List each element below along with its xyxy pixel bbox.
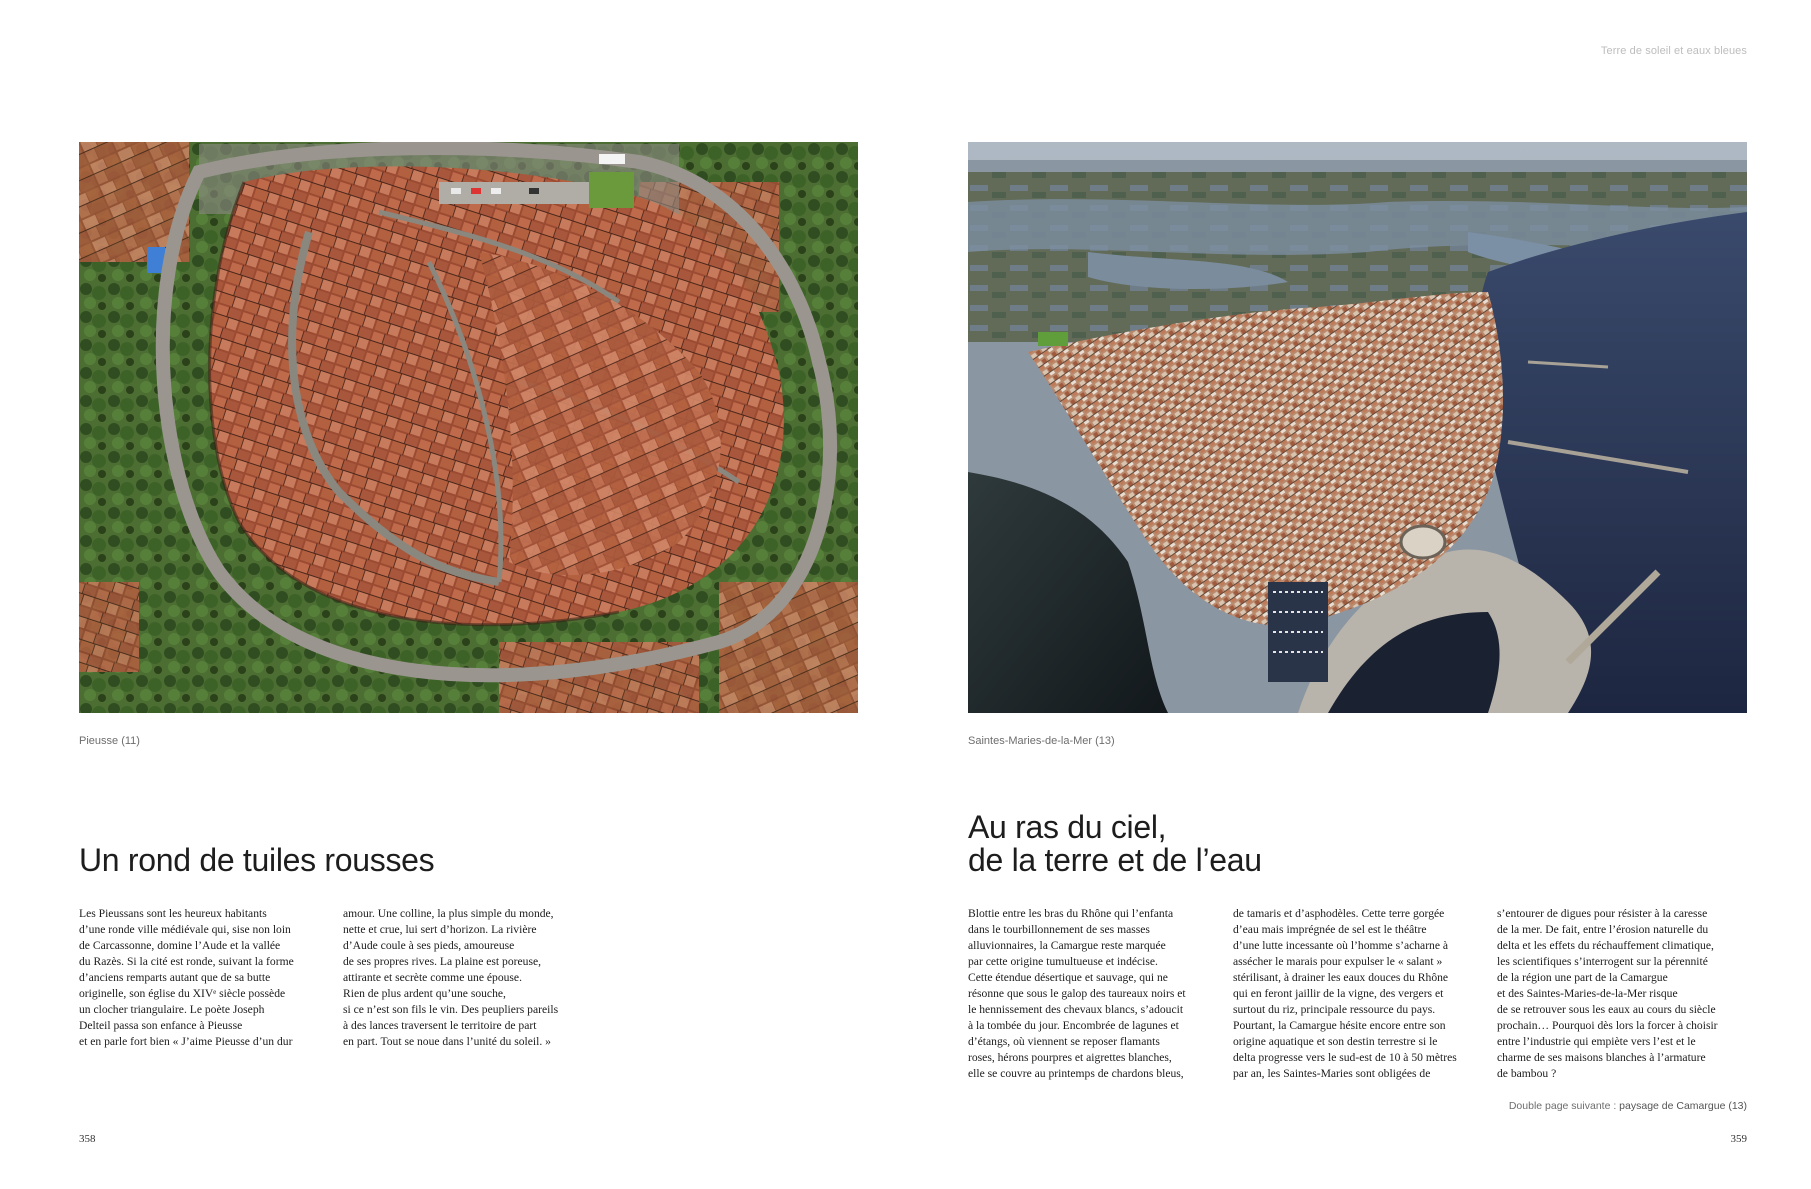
running-head: Terre de soleil et eaux bleues xyxy=(1600,45,1747,57)
left-page-number: 358 xyxy=(79,1133,96,1145)
right-page-number: 359 xyxy=(1730,1133,1747,1145)
next-spread-value: paysage de Camargue (13) xyxy=(1619,1100,1747,1112)
right-title-line-2: de la terre et de l’eau xyxy=(968,842,1262,878)
saintes-maries-aerial-photo xyxy=(968,142,1747,713)
right-page xyxy=(906,0,1811,1189)
pieusse-photo-illustration xyxy=(79,142,858,713)
saintes-maries-photo-illustration xyxy=(968,142,1747,713)
left-article-title: Un rond de tuiles rousses xyxy=(79,842,435,878)
saintes-maries-caption: Saintes-Maries-de-la-Mer (13) xyxy=(968,735,1115,747)
right-article-title xyxy=(968,811,1468,877)
left-page xyxy=(0,0,905,1189)
right-body-column-3: s’entourer de digues pour résister à la caresse de la mer. De fait, entre l’érosion naturelle du delta et les effets du réchauffement climatique, les scientifiques s’interrogent sur la pérennité de la région une part de la Camargue et des Saintes-Maries-de-la-Mer risque de se retrouver sous les eaux au cours du siècle prochain… Pourquoi dès lors la forcer à choisir entre l’industrie qui empiète vers l’est et le charme de ses maisons blanches à l’armature de bambou ? xyxy=(1497,907,1718,1080)
left-body-column-2: amour. Une colline, la plus simple du monde, nette et crue, lui sert d’horizon. La rivière d’Aude coule à ses pieds, amoureuse de ses propres rives. La plaine est poreuse, attirante et secrète comme une épouse. Rien de plus ardent qu’une souche, si ce n’est son fils le vin. Des peupliers pareils à des lances traversent le territoire de part en part. Tout se noue dans l’unité du soleil. » xyxy=(343,907,559,1048)
next-spread-label: Double page suivante : xyxy=(1508,1100,1620,1112)
right-title-line-1: Au ras du ciel, xyxy=(968,809,1167,845)
pieusse-caption: Pieusse (11) xyxy=(79,735,140,747)
pieusse-aerial-photo xyxy=(79,142,858,713)
next-spread-note xyxy=(1509,1100,1747,1112)
right-body-column-1: Blottie entre les bras du Rhône qui l’enfanta dans le tourbillonnement de ses masses alluvionnaires, la Camargue reste marquée par cette origine tumultueuse et indécise. Cette étendue désertique et sauvage, qui ne résonne que sous le galop des taureaux noirs et le hennissement des chevaux blancs, s’adoucit à la tombée du jour. Encombrée de lagunes et d’étangs, où viennent se reposer flamants roses, hérons pourpres et aigrettes blanches, elle se couvre au printemps de chardons bleus, xyxy=(968,907,1186,1080)
left-body-column-1: Les Pieussans sont les heureux habitants d’une ronde ville médiévale qui, sise non loin de Carcassonne, domine l’Aude et la vallée du Razès. Si la cité est ronde, suivant la forme d’anciens remparts autant que de sa butte originelle, son église du XIVᵉ siècle possède un clocher triangulaire. Le poète Joseph Delteil passa son enfance à Pieusse et en parle fort bien « J’aime Pieusse d’un dur xyxy=(79,907,294,1048)
right-body-column-2: de tamaris et d’asphodèles. Cette terre gorgée d’eau mais imprégnée de sel est le théâtre d’une lutte incessante où l’homme s’acharne à assécher le marais pour expulser le « salant » stérilisant, à drainer les eaux douces du Rhône qui en feront jaillir de la vigne, des vergers et surtout du riz, principale ressource du pays. Pourtant, la Camargue hésite encore entre son origine aquatique et son destin terrestre si le delta progresse vers le sud-est de 10 à 50 mètres par an, les Saintes-Maries sont obligées de xyxy=(1233,907,1457,1080)
